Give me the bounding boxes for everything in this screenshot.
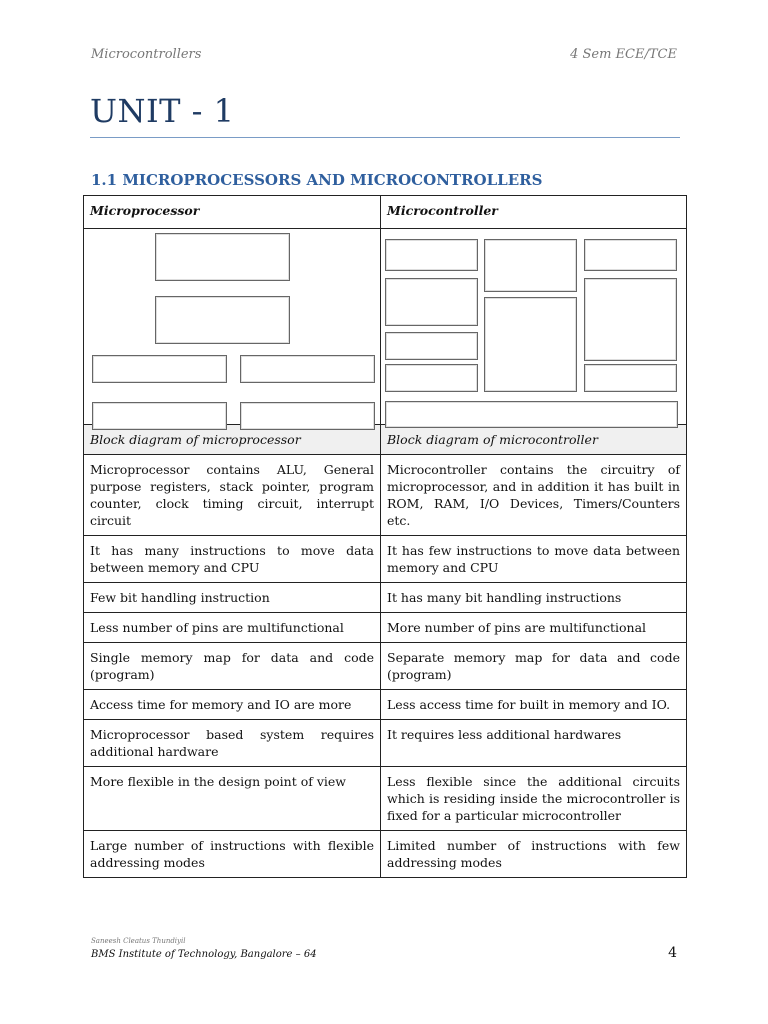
table-row — [84, 613, 687, 643]
cell-microprocessor: Less number of pins are multifunctional — [84, 613, 381, 643]
cell-microcontroller: Limited number of instructions with few addressing modes — [381, 831, 687, 878]
diagram-block — [385, 332, 478, 360]
cell-microcontroller: Separate memory map for data and code (program) — [381, 643, 687, 690]
diagram-block — [155, 296, 290, 344]
diagram-block — [92, 402, 227, 430]
header-semester: 4 Sem ECE/TCE — [570, 47, 677, 62]
cell-microprocessor: Microprocessor based system requires additional hardware — [84, 720, 381, 767]
table-row — [84, 643, 687, 690]
page-number: 4 — [668, 945, 677, 961]
table-header-row — [84, 196, 687, 229]
table-row — [84, 690, 687, 720]
cell-microcontroller: It has many bit handling instructions — [381, 583, 687, 613]
cell-microprocessor: Access time for memory and IO are more — [84, 690, 381, 720]
microprocessor-block-diagram — [84, 229, 381, 425]
microcontroller-block-diagram — [381, 229, 687, 425]
diagram-block — [385, 364, 478, 392]
table-row — [84, 720, 687, 767]
caption-microprocessor: Block diagram of microprocessor — [84, 425, 381, 455]
table-row — [84, 455, 687, 536]
cell-microprocessor: Single memory map for data and code (program) — [84, 643, 381, 690]
cell-microcontroller: More number of pins are multifunctional — [381, 613, 687, 643]
diagram-block — [240, 402, 375, 430]
diagram-block — [92, 355, 227, 383]
caption-microcontroller: Block diagram of microcontroller — [381, 425, 687, 455]
cell-microcontroller: It requires less additional hardwares — [381, 720, 687, 767]
table-row — [84, 583, 687, 613]
header-microprocessor: Microprocessor — [84, 196, 381, 229]
diagram-block — [584, 239, 677, 271]
footer-institution: BMS Institute of Technology, Bangalore – 64 — [91, 949, 317, 960]
diagram-block — [385, 278, 478, 326]
cell-microprocessor: Microprocessor contains ALU, General purpose registers, stack pointer, program counter, clock timing circuit, interrupt circuit — [84, 455, 381, 536]
diagram-block — [385, 401, 678, 428]
diagram-block — [385, 239, 478, 271]
cell-microcontroller: Less flexible since the additional circuits which is residing inside the microcontroller is fixed for a particular microcontroller — [381, 767, 687, 831]
diagram-block — [584, 364, 677, 392]
table-row — [84, 831, 687, 878]
section-title: 1.1 MICROPROCESSORS AND MICROCONTROLLERS — [91, 171, 543, 189]
cell-microprocessor: Large number of instructions with flexible addressing modes — [84, 831, 381, 878]
title-divider — [90, 137, 680, 138]
comparison-table — [83, 195, 687, 878]
diagram-row — [84, 229, 687, 425]
diagram-block — [484, 239, 577, 292]
cell-microcontroller: It has few instructions to move data between memory and CPU — [381, 536, 687, 583]
unit-title: UNIT - 1 — [90, 92, 235, 130]
diagram-block — [484, 297, 577, 392]
diagram-block — [240, 355, 375, 383]
footer-author: Saneesh Cleatus Thundiyil — [91, 937, 186, 945]
cell-microprocessor: Few bit handling instruction — [84, 583, 381, 613]
diagram-block — [155, 233, 290, 281]
table-row — [84, 767, 687, 831]
cell-microprocessor: It has many instructions to move data between memory and CPU — [84, 536, 381, 583]
cell-microprocessor: More flexible in the design point of view — [84, 767, 381, 831]
header-microcontroller: Microcontroller — [381, 196, 687, 229]
cell-microcontroller: Microcontroller contains the circuitry of microprocessor, and in addition it has built in ROM, RAM, I/O Devices, Timers/Counters etc. — [381, 455, 687, 536]
diagram-block — [584, 278, 677, 361]
cell-microcontroller: Less access time for built in memory and IO. — [381, 690, 687, 720]
header-subject: Microcontrollers — [91, 47, 202, 62]
table-row — [84, 536, 687, 583]
